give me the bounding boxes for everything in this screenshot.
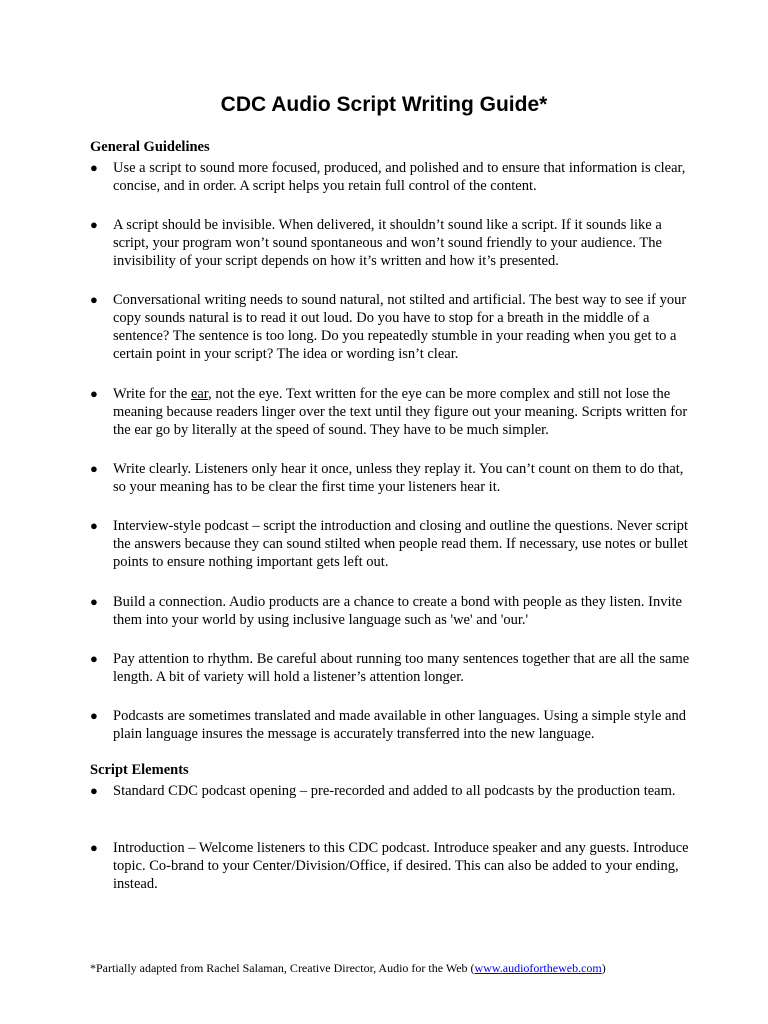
bullet-icon: ● xyxy=(90,708,98,723)
guideline-item-script-focus xyxy=(90,159,690,195)
guideline-item-conversational-writing xyxy=(90,291,690,363)
guideline-item-build-connection xyxy=(90,593,690,629)
underlined-word-ear: ear xyxy=(190,386,209,402)
guideline-text-start: Write for the xyxy=(113,386,191,402)
guideline-text: Write clearly. Listeners only hear it once, unless they replay it. You can’t count on them to do that, so your meaning has to be clear the first time your listeners hear it. xyxy=(113,461,684,495)
bullet-icon: ● xyxy=(90,840,98,855)
section-heading-script-elements: Script Elements xyxy=(90,762,189,778)
guideline-text-end: , not the eye. Text written for the eye can be more complex and still not lose the meaning because readers linger over the text until they figure out your meaning. Scripts written for the ear go by literally at the speed of sound. They have to be much simpler. xyxy=(113,386,688,438)
bullet-icon: ● xyxy=(90,783,98,798)
element-text: Standard CDC podcast opening – pre-recorded and added to all podcasts by the production team. xyxy=(113,783,676,799)
guideline-text: Podcasts are sometimes translated and made available in other languages. Using a simple style and plain language insures the message is accurately transferred into the new language. xyxy=(113,708,686,742)
bullet-icon: ● xyxy=(90,651,98,666)
guideline-item-write-for-ear xyxy=(90,385,690,439)
bullet-icon: ● xyxy=(90,386,98,401)
footnote xyxy=(90,960,730,976)
guideline-text: Pay attention to rhythm. Be careful about running too many sentences together that are all the same length. A bit of variety will hold a listener’s attention longer. xyxy=(113,651,690,685)
element-item-introduction xyxy=(90,839,690,893)
footnote-link-audiofortheweb[interactable]: www.audiofortheweb.com xyxy=(474,961,602,975)
footnote-text: *Partially adapted from Rachel Salaman, Creative Director, Audio for the Web ( xyxy=(90,961,475,975)
guideline-text: A script should be invisible. When delivered, it shouldn’t sound like a script. If it sounds like a script, your program won’t sound spontaneous and won’t sound friendly to your audience. The invisibility of your script depends on how it’s written and how it’s presented. xyxy=(113,217,662,269)
element-item-standard-opening xyxy=(90,782,690,800)
guideline-item-invisible-script xyxy=(90,216,690,270)
guideline-text: Interview-style podcast – script the introduction and closing and outline the questions. Never script the answers because they can sound stilted when people read them. If necessary, use notes or bullet points to ensure nothing important gets left out. xyxy=(113,518,689,570)
guideline-item-translation xyxy=(90,707,690,743)
bullet-icon: ● xyxy=(90,518,98,533)
bullet-icon: ● xyxy=(90,594,98,609)
guideline-item-rhythm xyxy=(90,650,690,686)
bullet-icon: ● xyxy=(90,217,98,232)
guideline-text: Conversational writing needs to sound natural, not stilted and artificial. The best way to see if your copy sounds natural is to read it out loud. Do you have to stop for a breath in the middle of a sentence? The sentence is too long. Do you repeatedly stumble in your reading when you get to a certain point in your script? The idea or wording isn’t clear. xyxy=(113,292,687,362)
section-heading-general-guidelines: General Guidelines xyxy=(90,139,210,155)
document-title: CDC Audio Script Writing Guide* xyxy=(220,93,548,116)
bullet-icon: ● xyxy=(90,461,98,476)
guideline-text xyxy=(113,385,690,439)
footnote-closing: ) xyxy=(601,961,606,975)
guideline-text: Build a connection. Audio products are a chance to create a bond with people as they listen. Invite them into your world by using inclusive language such as 'we' and 'our.' xyxy=(113,594,682,628)
guideline-item-interview-style xyxy=(90,517,690,571)
bullet-icon: ● xyxy=(90,292,98,307)
bullet-icon: ● xyxy=(90,160,98,175)
guideline-text: Use a script to sound more focused, produced, and polished and to ensure that information is clear, concise, and in order. A script helps you retain full control of the content. xyxy=(113,160,686,194)
element-text: Introduction – Welcome listeners to this CDC podcast. Introduce speaker and any guests. Introduce topic. Co-brand to your Center/Division/Office, if desired. This can also be added to your ending, instead. xyxy=(113,840,689,892)
guideline-item-write-clearly xyxy=(90,460,690,496)
